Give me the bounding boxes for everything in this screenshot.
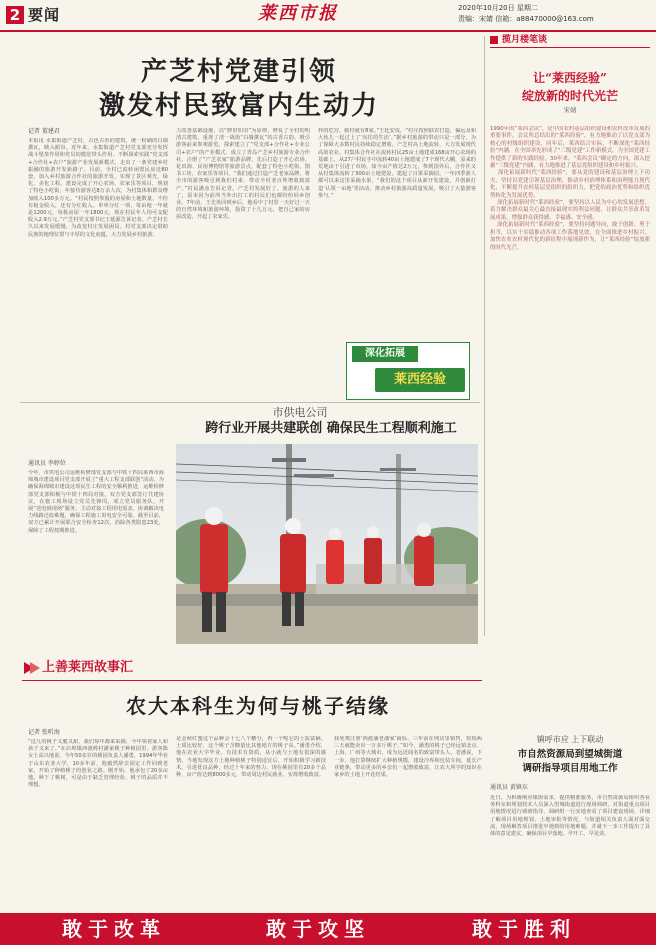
square-bullet-icon: [490, 36, 498, 44]
main-article-text-1: 本报讯 水集街道产芝村，古色古香的建筑，统一粉刷的白墙黛瓦，映入眼帘。近年来，水集街道产芝村党支部充分发挥战斗堡垒作用和党员的模范带头作用，不断探索实践“党支部+合作社+农户”旅游产业发展新模式，走出了一条党建乡村振融的旅游开发新路子。目前，全村已流转闲置民房近80套，加入乡村旅游合作社的旅游开发，实现了景区观光、绿化、美化工程。建设完成了开心农场、农家乐等项目，规划了特色小吃街，年接待游客达8万余人次，为村集体和群众增加收入100多万元。“村民按照参股的房屋和土地数量，不但有租金收入，还有分红收入。单单分红一项，每亩地一年就是1200元，每栋房屋一年1800元，现在村民年人均可支配收入2.9万元。”产芝村党支部书记王延源告诉记者。产芝村长久以来发展缓慢，为改变村庄发展困局，村党支部决定借助民族的地理位置与丰厚的文化底蕴，大力发展乡村旅游。: [28, 138, 168, 238]
sidebar-column-label: 揽月楼笔谈: [502, 35, 548, 45]
main-article-column-3: 样的危宫，她村就有8家。”王廷安说，“村庄按照联农打造，偏远及和大伙儿一起过上了‘向往的生活’。”据乡村旅游的带动只是一部分，为了保障大多数村民持续稳定增收，产芝村高土地流转，大力发展现代高效农业。村集体合作社在流转村民25亩土地建成168亩开心农场的基础上，从27户村民手中流转40亩土地建成了7个现代大棚，原来的荒地由于引进了市场，如今亩产值达2万元，参到国外后，合作社又从村集体流转了300亩土地建设，建起了百果采摘园，一年四季游人都可以来这里采摘水果。“我们的这个项目从新开发建设，并创新打造‘认领一亩地’等活动，推动乡村旅游高质量发展，吸引了大量游客参与。”: [318, 128, 476, 199]
badge-main-text: 莱西经验: [375, 368, 465, 392]
article2-subheading: 市供电公司: [272, 406, 328, 419]
section-title: 要闻: [28, 6, 61, 24]
right-article-headline-1: 市自然资源局到望城街道: [517, 749, 623, 760]
article2-headline: 跨行业开展共建联创 确保民生工程顺利施工: [205, 421, 457, 436]
badge-label: 深化拓展: [352, 346, 418, 362]
main-article-column-1: [28, 128, 168, 373]
right-article-subheading: 镇呼市应 上下联动: [536, 735, 604, 744]
issue-date: 2020年10月20日 星期二: [458, 4, 538, 12]
editor-info: 责编：宋婧 信箱：a88470000@163.com: [458, 15, 594, 23]
footer-slogan-3: 敢于胜利: [472, 917, 576, 941]
peach-article-column-1: “这几的桃子又脆又甜，我们每年都来采摘，今年领着家人和孩子又来了。”在店埠镇西渡棒村潘家桃子种植园里，游客陈女士高兴地说。今年50多岁的桃园负责人潘勇，1994年毕业于山东农业大学，10多年前，他毅然辞去固定工作回到老家，开始了种植桃子的创业之路。刚开始，他承包了20多亩地，种下了桃树，可是由于缺乏管理经验，桃子的品质并不理想。: [28, 739, 168, 789]
main-article-column-2: 力改善基础设施，以“修旧如旧”为原则，修复了全村的明清古建筑，重现了清一战街“白墙黛瓦”的古香古韵，吸引游客前来参观游览。探索建立了“党支部+合作社+专业公司+农户”的产业模式，成立了青岛产芝乡村旅游专业合作社，注册了“产芝农家”旅游品牌，先后打造了开心农场、花田海、民宿博物馆等旅游景点，配套了特色小吃街、图书工坊、农家乐等项目。“我们通过打造产芝老家品牌，将全市的游客吸引到我们村来，带动全村老百姓增收致富产，”村民潘彦告诉记者。产芝村发展好了，旅游的人来了，原本因为前所当外出打工的村民们也都纷纷回乡创业。7年前，王先英回到乡后，他看中了村里一天好过一天的自然环境和旅游环境，投资了十几万元，把自己家的房屋改造，开起了农家乐。: [176, 128, 310, 221]
peach-article-column-2: 是金秋红蜜这个品种会十七八个糖分，再一个呢它的土质富硒、土质比较好，这个桃子含糖量比其他地方的桃子高。”潘勇介绍，他在农业大学毕业，有技术有资质，从小就与土地有很深的感情。当地发现这方土地种植桃子特别适宜后，开始积极学习新技术，引进优良品种，经过十年来的努力，现在桃园里有20多个品种，亩产值达到8000多元，带动周边村民就业，实现增收致富。: [176, 736, 326, 779]
sidebar-author: 宋婧: [563, 106, 577, 114]
newspaper-logo: 莱西市报: [258, 3, 338, 24]
section-divider: [20, 402, 480, 403]
main-headline-line-2: 激发村民致富内生动力: [98, 91, 379, 121]
sidebar-title-line-1: 让“莱西经验”: [533, 71, 607, 85]
peach-article-byline: 记者 张听海: [28, 729, 60, 736]
sidebar-rule: [490, 47, 650, 48]
peach-article-headline: 农大本科生为何与桃子结缘: [126, 694, 390, 718]
right-article-byline: 通讯员 黄镇东: [490, 784, 528, 791]
footer-slogan-2: 敢于攻坚: [266, 917, 370, 941]
news-photo: [176, 444, 478, 644]
story-banner-title: 上善莱西故事汇: [42, 660, 134, 675]
peach-article-column-3: 我免费注册‘西渡潘老潘家’商标，三年前在网店里销售，短短两三天就能卖出一万多斤桃子。”如今，潘勇的桃子已经远销北京、上海、广州等大城市，成为远近闻名的致富带头人。老潘说，下一步，他打算继续扩大种植规模，建设冷库和包装车间，延长产业链条，带动更多的乡亲们一起增收致富，让农大所学的知识在家乡的土地上开花结果。: [334, 736, 482, 779]
article2-byline: 通讯员 李婷位: [28, 460, 66, 467]
main-headline-line-1: 产芝村党建引领: [140, 57, 337, 87]
masthead-rule: [0, 30, 656, 32]
sidebar-title-line-2: 绽放新的时代光芒: [521, 89, 618, 103]
banner-rule: [22, 680, 482, 681]
article2-body: 今年，市供电公司运维检修部党支部与中铁十四局莱西市海绵城市建设项目党支部开展了“重大工程支部联创”活动。为确保海绵城市建设这项民生工程的安全顺利推进，运维检修部党支部积极与中铁十四局对接，双方党支部签订共建协议，在施工现场设立党员先锋岗，成立党员服务队，开展“送电到现场”服务，主动对接工程用电需求，协调解决电力线路迁改难题，确保工程施工用电安全可靠。截至目前，双方已累计开展联合安全检查12次，消除各类隐患23处，保障了工程按期推进。: [28, 470, 164, 534]
sidebar-body: 1990年的“莱西会议”，是中国农村基层组织建设和农村改革发展的重要事件，会议所总结出的“莱西经验”，有力地推动了以党支部为核心的村级组织建设，同年后，莱西结合实际，不断深化“莱西经验”内涵，在全国率先形成了“三级党建”工作新模式，为全国党建工作提供了新的实践经验。30年来，“莱西会议”确定的方向，深入挖掘“三级党建”内涵，有力地推进了基层党组织建设和乡村振兴。 深化拓展新时代“莱西经验”，要从党的建设和基层治理上下功夫，坚持以党建引领基层治理，推动乡村治理体系和治理能力现代化，不断提升农村基层党组织的组织力，把党的政治优势和组织优势转化为发展优势。 深化拓展新时代“莱西经验”，要坚持以人民为中心的发展思想，着力解决群众最关心最直接最现实的利益问题，让群众共享改革发展成果，增强群众获得感、幸福感、安全感。 深化拓展新时代“莱西经验”，要坚持问题导向，敢于创新、勇于担当，以实干实绩推动各项工作落地见效，在全面推进乡村振兴、加快农业农村现代化的新征程中展现新作为，让“莱西经验”绽放新的时代光芒。: [490, 126, 650, 251]
main-article-byline: 记者 董建君: [28, 128, 60, 135]
page-number: 2: [6, 6, 24, 24]
right-article-headline-2: 调研指导项目用地工作: [522, 763, 618, 774]
footer-slogan-1: 敢于改革: [62, 917, 166, 941]
column-divider: [484, 36, 485, 636]
right-article-body: 近日，为积极响应镇街需求，提供精准服务，市自然资源局组织各业务科室和规划技术人员深入望城街道进行现场调研，对街道重点项目用地情况进行调研指导。调研组一行实地查看了项目建设现场，详细了解项目用地规划、土地审批等情况，与街道相关负责人面对面交流，现场解答项目推进中遇到的用地难题，并就下一步工作提出了具体的意见建议，确保项目早落地、早开工、早见效。: [490, 795, 650, 838]
